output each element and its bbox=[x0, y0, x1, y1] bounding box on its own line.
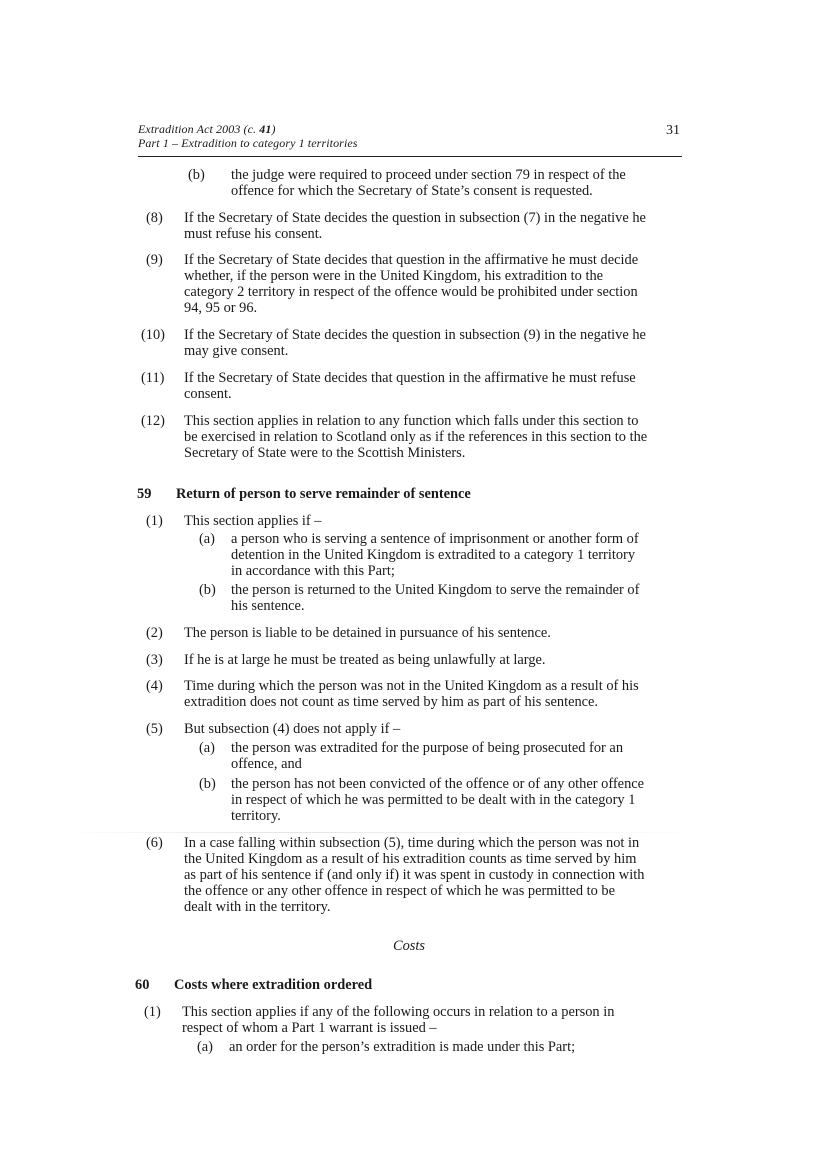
paragraph-label: (b) bbox=[188, 167, 205, 183]
subsection-line: the offence or any other offence in respect of which he was permitted to be bbox=[184, 883, 616, 899]
subsection-line: must refuse his consent. bbox=[184, 226, 323, 242]
paragraph-line: offence, and bbox=[231, 756, 302, 772]
subsection-line: If the Secretary of State decides the question in subsection (9) in the negative he bbox=[184, 327, 646, 343]
subsection-label: (12) bbox=[141, 413, 165, 429]
subsection-label: (11) bbox=[141, 370, 165, 386]
subsection-label: (1) bbox=[144, 1004, 161, 1020]
paragraph-line: an order for the person’s extradition is made under this Part; bbox=[229, 1039, 576, 1055]
subsection-line: The person is liable to be detained in pursuance of his sentence. bbox=[184, 625, 551, 641]
subsection-label: (8) bbox=[146, 210, 163, 226]
subsection-line: In a case falling within subsection (5), time during which the person was not in bbox=[184, 835, 640, 851]
paragraph-line: detention in the United Kingdom is extradited to a category 1 territory bbox=[231, 547, 636, 563]
subsection-label: (4) bbox=[146, 678, 163, 694]
subsection-line: If the Secretary of State decides that question in the affirmative he must refuse bbox=[184, 370, 636, 386]
subsection-label: (5) bbox=[146, 721, 163, 737]
act-title: Extradition Act 2003 (c. 41) bbox=[138, 122, 276, 136]
subsection-line: This section applies in relation to any function which falls under this section to bbox=[184, 413, 639, 429]
paragraph-line: territory. bbox=[231, 808, 281, 824]
paragraph-line: the person was extradited for the purpose of being prosecuted for an bbox=[231, 740, 624, 756]
subsection-line: This section applies if any of the following occurs in relation to a person in bbox=[182, 1004, 615, 1020]
subsection-line: be exercised in relation to Scotland only as if the references in this section to the bbox=[184, 429, 648, 445]
subsection-line: whether, if the person were in the United Kingdom, his extradition to the bbox=[184, 268, 604, 284]
subsection-line: extradition does not count as time served by him as part of his sentence. bbox=[184, 694, 599, 710]
subsection-line: dealt with in the territory. bbox=[184, 899, 331, 915]
subsection-line: may give consent. bbox=[184, 343, 289, 359]
paragraph-line: offence for which the Secretary of State’s consent is requested. bbox=[231, 183, 593, 199]
section-number: 60 bbox=[135, 977, 150, 993]
subsection-line: But subsection (4) does not apply if – bbox=[184, 721, 401, 737]
subsection-line: 94, 95 or 96. bbox=[184, 300, 258, 316]
paragraph-label: (a) bbox=[199, 531, 215, 547]
paragraph-label: (b) bbox=[199, 776, 216, 792]
running-header bbox=[138, 122, 682, 157]
paragraph-label: (a) bbox=[199, 740, 215, 756]
paragraph-line: in respect of which he was permitted to be dealt with in the category 1 bbox=[231, 792, 636, 808]
paragraph-line: the judge were required to proceed under section 79 in respect of the bbox=[231, 167, 626, 183]
paragraph-line: a person who is serving a sentence of imprisonment or another form of bbox=[231, 531, 639, 547]
page-number: 31 bbox=[666, 123, 680, 138]
paragraph-line: his sentence. bbox=[231, 598, 305, 614]
subsection-label: (10) bbox=[141, 327, 165, 343]
paragraph-line: the person has not been convicted of the offence or of any other offence bbox=[231, 776, 645, 792]
paragraph-label: (a) bbox=[197, 1039, 213, 1055]
subsection-line: This section applies if – bbox=[184, 513, 322, 529]
scan-artifact-line bbox=[60, 832, 720, 833]
subsection-line: category 2 territory in respect of the offence would be prohibited under section bbox=[184, 284, 638, 300]
paragraph-label: (b) bbox=[199, 582, 216, 598]
subsection-line: as part of his sentence if (and only if) it was spent in custody in connection with bbox=[184, 867, 645, 883]
cross-heading: Costs bbox=[393, 938, 425, 954]
subsection-line: Secretary of State were to the Scottish Ministers. bbox=[184, 445, 466, 461]
subsection-line: If the Secretary of State decides the question in subsection (7) in the negative he bbox=[184, 210, 646, 226]
subsection-line: the United Kingdom as a result of his extradition counts as time served by him bbox=[184, 851, 637, 867]
part-title: Part 1 – Extradition to category 1 territories bbox=[138, 136, 358, 150]
subsection-line: Time during which the person was not in the United Kingdom as a result of his bbox=[184, 678, 639, 694]
subsection-line: respect of whom a Part 1 warrant is issued – bbox=[182, 1020, 437, 1036]
subsection-line: consent. bbox=[184, 386, 232, 402]
section-title: Return of person to serve remainder of sentence bbox=[176, 486, 471, 502]
subsection-label: (2) bbox=[146, 625, 163, 641]
subsection-label: (6) bbox=[146, 835, 163, 851]
subsection-label: (1) bbox=[146, 513, 163, 529]
subsection-line: If the Secretary of State decides that question in the affirmative he must decide bbox=[184, 252, 639, 268]
subsection-line: If he is at large he must be treated as being unlawfully at large. bbox=[184, 652, 546, 668]
section-title: Costs where extradition ordered bbox=[174, 977, 373, 993]
paragraph-line: in accordance with this Part; bbox=[231, 563, 395, 579]
subsection-label: (3) bbox=[146, 652, 163, 668]
section-number: 59 bbox=[137, 486, 152, 502]
paragraph-line: the person is returned to the United Kingdom to serve the remainder of bbox=[231, 582, 640, 598]
subsection-label: (9) bbox=[146, 252, 163, 268]
